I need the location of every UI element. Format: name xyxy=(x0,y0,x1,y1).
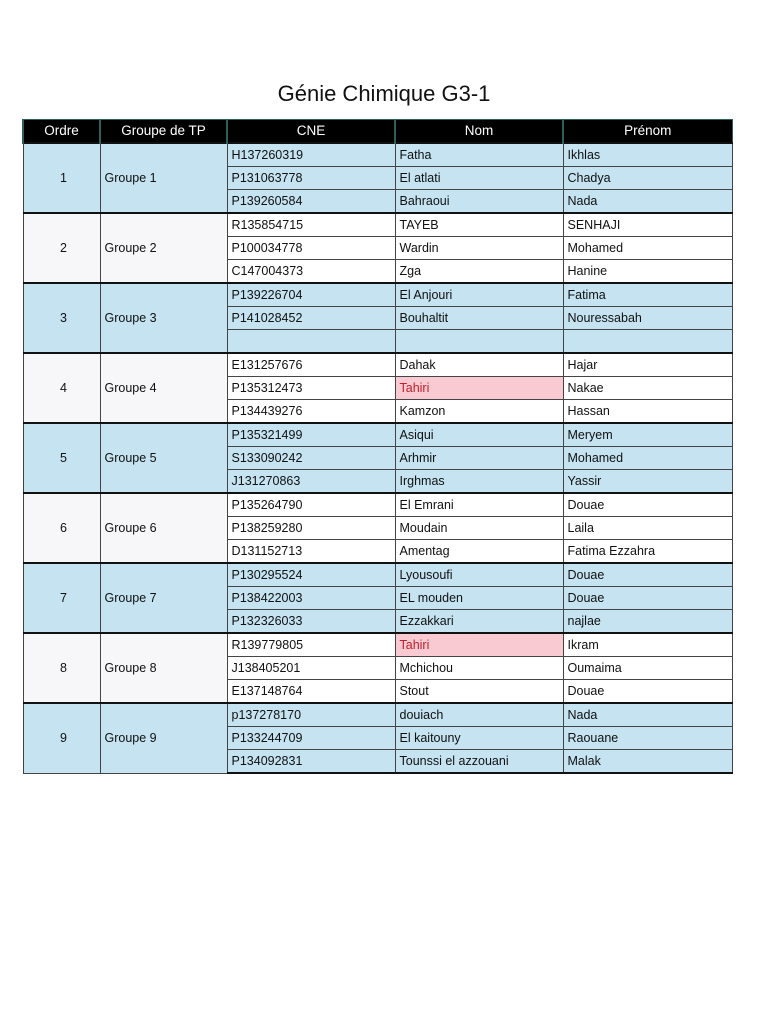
cell-nom: Kamzon xyxy=(395,400,563,424)
cell-nom: Dahak xyxy=(395,353,563,377)
header-prenom: Prénom xyxy=(563,120,732,144)
cell-cne: P100034778 xyxy=(227,237,395,260)
cell-nom: El Anjouri xyxy=(395,283,563,307)
cell-prenom: Douae xyxy=(563,493,732,517)
cell-ordre: 2 xyxy=(23,213,100,283)
cell-cne: P139260584 xyxy=(227,190,395,214)
cell-nom: Asiqui xyxy=(395,423,563,447)
group-block xyxy=(23,563,732,633)
cell-nom: Tahiri xyxy=(395,633,563,657)
cell-cne: P132326033 xyxy=(227,610,395,634)
cell-groupe: Groupe 6 xyxy=(100,493,227,563)
cell-cne: P133244709 xyxy=(227,727,395,750)
cell-prenom: Meryem xyxy=(563,423,732,447)
cell-cne: E137148764 xyxy=(227,680,395,704)
cell-prenom: Mohamed xyxy=(563,237,732,260)
cell-ordre: 3 xyxy=(23,283,100,353)
cell-nom: Arhmir xyxy=(395,447,563,470)
cell-cne: P130295524 xyxy=(227,563,395,587)
header-groupe: Groupe de TP xyxy=(100,120,227,144)
cell-prenom xyxy=(563,330,732,354)
cell-prenom: Nada xyxy=(563,703,732,727)
cell-groupe: Groupe 8 xyxy=(100,633,227,703)
cell-nom: Tounssi el azzouani xyxy=(395,750,563,774)
table-header xyxy=(23,120,732,144)
table-row xyxy=(23,563,732,587)
cell-prenom: Yassir xyxy=(563,470,732,494)
cell-prenom: Ikhlas xyxy=(563,143,732,167)
cell-cne: C147004373 xyxy=(227,260,395,284)
cell-cne: P138422003 xyxy=(227,587,395,610)
cell-nom: Irghmas xyxy=(395,470,563,494)
group-block xyxy=(23,283,732,353)
cell-nom: Ezzakkari xyxy=(395,610,563,634)
cell-groupe: Groupe 2 xyxy=(100,213,227,283)
cell-cne: S133090242 xyxy=(227,447,395,470)
table-row xyxy=(23,353,732,377)
cell-prenom: Malak xyxy=(563,750,732,774)
cell-groupe: Groupe 4 xyxy=(100,353,227,423)
cell-prenom: Oumaima xyxy=(563,657,732,680)
cell-prenom: najlae xyxy=(563,610,732,634)
roster-table xyxy=(22,119,733,774)
cell-nom: Zga xyxy=(395,260,563,284)
cell-prenom: Douae xyxy=(563,680,732,704)
cell-prenom: SENHAJI xyxy=(563,213,732,237)
cell-ordre: 1 xyxy=(23,143,100,213)
header-cne: CNE xyxy=(227,120,395,144)
cell-nom: Bahraoui xyxy=(395,190,563,214)
cell-cne xyxy=(227,330,395,354)
group-block xyxy=(23,143,732,213)
table-row xyxy=(23,143,732,167)
cell-prenom: Nada xyxy=(563,190,732,214)
cell-nom: Moudain xyxy=(395,517,563,540)
table-row xyxy=(23,493,732,517)
cell-prenom: Hassan xyxy=(563,400,732,424)
table-row xyxy=(23,213,732,237)
cell-prenom: Hajar xyxy=(563,353,732,377)
cell-prenom: Fatima xyxy=(563,283,732,307)
header-row xyxy=(23,120,732,144)
cell-cne: P134092831 xyxy=(227,750,395,774)
table-row xyxy=(23,633,732,657)
cell-cne: p137278170 xyxy=(227,703,395,727)
cell-cne: P135312473 xyxy=(227,377,395,400)
cell-nom: Stout xyxy=(395,680,563,704)
cell-prenom: Raouane xyxy=(563,727,732,750)
cell-cne: R139779805 xyxy=(227,633,395,657)
cell-cne: P135321499 xyxy=(227,423,395,447)
cell-cne: J131270863 xyxy=(227,470,395,494)
group-block xyxy=(23,353,732,423)
cell-cne: P139226704 xyxy=(227,283,395,307)
group-block xyxy=(23,493,732,563)
cell-prenom: Douae xyxy=(563,587,732,610)
cell-cne: P141028452 xyxy=(227,307,395,330)
cell-groupe: Groupe 5 xyxy=(100,423,227,493)
cell-cne: P134439276 xyxy=(227,400,395,424)
group-block xyxy=(23,633,732,703)
cell-cne: P135264790 xyxy=(227,493,395,517)
cell-ordre: 9 xyxy=(23,703,100,773)
cell-nom xyxy=(395,330,563,354)
cell-prenom: Chadya xyxy=(563,167,732,190)
header-ordre: Ordre xyxy=(23,120,100,144)
cell-prenom: Nouressabah xyxy=(563,307,732,330)
group-block xyxy=(23,213,732,283)
cell-groupe: Groupe 7 xyxy=(100,563,227,633)
cell-ordre: 8 xyxy=(23,633,100,703)
cell-ordre: 4 xyxy=(23,353,100,423)
cell-nom: Tahiri xyxy=(395,377,563,400)
cell-nom: EL mouden xyxy=(395,587,563,610)
cell-prenom: Douae xyxy=(563,563,732,587)
cell-cne: J138405201 xyxy=(227,657,395,680)
cell-cne: R135854715 xyxy=(227,213,395,237)
table-row xyxy=(23,703,732,727)
cell-cne: E131257676 xyxy=(227,353,395,377)
cell-nom: Bouhaltit xyxy=(395,307,563,330)
cell-nom: Lyousoufi xyxy=(395,563,563,587)
cell-prenom: Ikram xyxy=(563,633,732,657)
group-block xyxy=(23,703,732,773)
cell-ordre: 6 xyxy=(23,493,100,563)
cell-prenom: Hanine xyxy=(563,260,732,284)
cell-nom: douiach xyxy=(395,703,563,727)
cell-groupe: Groupe 1 xyxy=(100,143,227,213)
cell-ordre: 7 xyxy=(23,563,100,633)
cell-ordre: 5 xyxy=(23,423,100,493)
cell-nom: El kaitouny xyxy=(395,727,563,750)
cell-groupe: Groupe 9 xyxy=(100,703,227,773)
cell-prenom: Fatima Ezzahra xyxy=(563,540,732,564)
cell-prenom: Mohamed xyxy=(563,447,732,470)
cell-nom: Wardin xyxy=(395,237,563,260)
table-row xyxy=(23,423,732,447)
header-nom: Nom xyxy=(395,120,563,144)
cell-prenom: Nakae xyxy=(563,377,732,400)
cell-cne: H137260319 xyxy=(227,143,395,167)
table-row xyxy=(23,283,732,307)
cell-nom: Amentag xyxy=(395,540,563,564)
cell-groupe: Groupe 3 xyxy=(100,283,227,353)
group-block xyxy=(23,423,732,493)
cell-cne: P131063778 xyxy=(227,167,395,190)
cell-nom: El Emrani xyxy=(395,493,563,517)
page-title: Génie Chimique G3-1 xyxy=(277,81,491,106)
cell-prenom: Laila xyxy=(563,517,732,540)
cell-cne: D131152713 xyxy=(227,540,395,564)
cell-nom: Fatha xyxy=(395,143,563,167)
cell-nom: TAYEB xyxy=(395,213,563,237)
cell-nom: El atlati xyxy=(395,167,563,190)
cell-cne: P138259280 xyxy=(227,517,395,540)
cell-nom: Mchichou xyxy=(395,657,563,680)
